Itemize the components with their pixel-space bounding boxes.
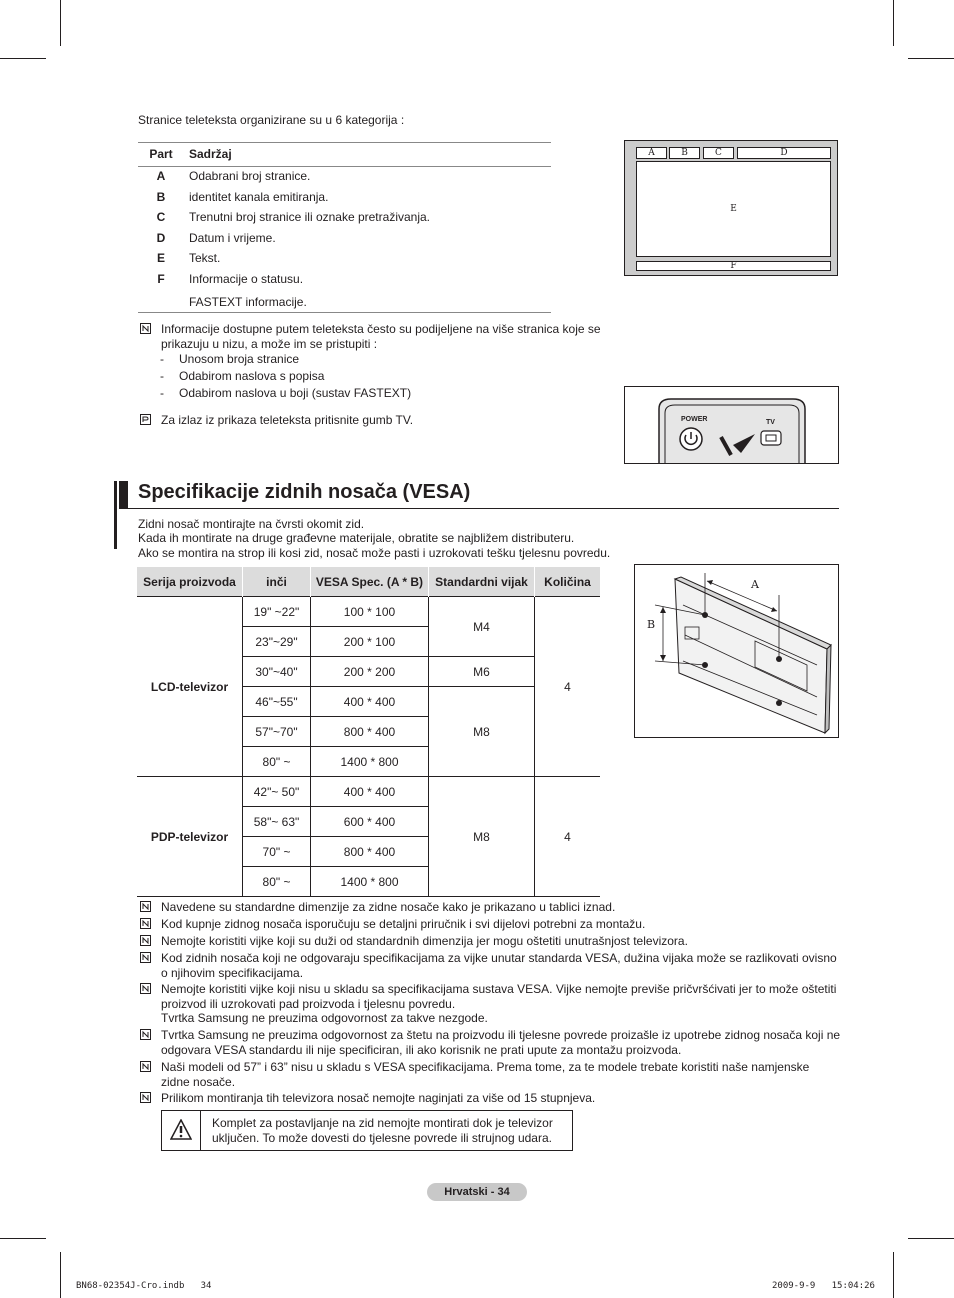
- teletext-diagram: [624, 140, 838, 276]
- part-text: FASTEXT informacije.: [189, 295, 307, 309]
- spec-cell: 800 * 400: [311, 717, 429, 747]
- inch-cell: 80" ~: [243, 747, 311, 777]
- note-text: Nemojte koristiti vijke koji nisu u skladu sa specifikacijama sustava VESA. Vijke nemojte previše pričvršćivati jer to može oštetiti proizvod ili uzrokovati pad proizvoda i tjelesnu povredu.: [161, 982, 837, 1011]
- note-text: Kod kupnje zidnog nosača isporučuju se detaljni priručnik i svi dijelovi potrebni za montažu.: [161, 917, 646, 931]
- screw-cell: M4: [429, 597, 535, 657]
- screw-cell: M8: [429, 777, 535, 897]
- tv-label: TV: [766, 419, 775, 426]
- crop-mark: [0, 1238, 46, 1239]
- crop-mark: [908, 1238, 954, 1239]
- section-bar: [119, 481, 128, 509]
- section-bar: [114, 481, 117, 549]
- part-label: F: [157, 272, 165, 286]
- table-rule: [138, 166, 551, 167]
- note-icon: [140, 952, 151, 963]
- inch-cell: 23"~29": [243, 627, 311, 657]
- list-item: Odabirom naslova u boji (sustav FASTEXT): [179, 386, 412, 400]
- footer-file: BN68-02354J-Cro.indb 34: [76, 1281, 212, 1291]
- part-text: Trenutni broj stranice ili oznake pretraživanja.: [189, 210, 431, 224]
- table-header-row: [137, 567, 600, 597]
- note-icon: [140, 918, 151, 929]
- teletext-box-d: D: [737, 147, 831, 159]
- inch-cell: 42"~ 50": [243, 777, 311, 807]
- note-text: Tvrtka Samsung ne preuzima odgovornost za štetu na proizvodu ili tjelesne povrede proizašle iz upotrebe zidnog nosača koji ne odgovara VESA standardu ili nije specificiran, ili ako korisnik ne prati upute za montažu proizvoda.: [161, 1028, 841, 1057]
- part-label: C: [156, 210, 166, 224]
- dimension-b-label: B: [647, 618, 656, 631]
- spec-cell: 200 * 100: [311, 627, 429, 657]
- note-text: Prilikom montiranja tih televizora nosač nemojte naginjati za više od 15 stupnjeva.: [161, 1091, 596, 1105]
- teletext-box-c: C: [703, 147, 734, 159]
- note-icon: [140, 323, 151, 334]
- qty-cell: 4: [535, 597, 601, 777]
- tv-back-illustration: [635, 565, 839, 738]
- warning-text: Komplet za postavljanje na zid nemojte montirati dok je televizor uključen. To može dovesti do tjelesne povrede ili strujnog udara.: [212, 1116, 553, 1145]
- note-icon: [140, 1061, 151, 1072]
- inch-cell: 80" ~: [243, 867, 311, 897]
- crop-mark: [908, 58, 954, 59]
- spec-cell: 400 * 400: [311, 777, 429, 807]
- crop-mark: [60, 0, 61, 46]
- warning-divider: [200, 1111, 201, 1150]
- note-icon: [140, 1092, 151, 1103]
- section-intro-line: Zidni nosač montirajte na čvrsti okomit zid.: [138, 517, 365, 531]
- inch-cell: 19" ~22": [243, 597, 311, 627]
- teletext-box-a: A: [636, 147, 667, 159]
- crop-mark: [893, 0, 894, 46]
- crop-mark: [893, 1252, 894, 1298]
- inch-cell: 70" ~: [243, 837, 311, 867]
- teletext-box-e: E: [636, 161, 831, 257]
- spec-cell: 100 * 100: [311, 597, 429, 627]
- table-row: [137, 597, 600, 627]
- note-icon: [140, 901, 151, 912]
- parts-header-content: Sadržaj: [189, 147, 232, 161]
- vesa-diagram: [634, 564, 839, 738]
- note-text: Kod zidnih nosača koji ne odgovaraju specifikacijama za vijke unutar standarda VESA, dužina vijaka može se razlikovati ovisno o njihovim specifikacijama.: [161, 951, 837, 980]
- spec-cell: 400 * 400: [311, 687, 429, 717]
- spec-cell: 600 * 400: [311, 807, 429, 837]
- qty-cell: 4: [535, 777, 601, 897]
- remote-illustration: [624, 386, 839, 464]
- col-header: Standardni vijak: [429, 567, 535, 597]
- note-icon: [140, 983, 151, 994]
- note-text: Nemojte koristiti vijke koji su duži od standardnih dimenzija jer mogu oštetiti unutrašnjost televizora.: [161, 934, 688, 948]
- crop-mark: [0, 58, 46, 59]
- section-rule: [128, 508, 839, 509]
- note-icon: [140, 935, 151, 946]
- remote-body-icon: [625, 387, 839, 464]
- section-intro-line: Ako se montira na strop ili kosi zid, nosač može pasti i uzrokovati tešku tjelesnu povredu.: [138, 546, 611, 560]
- series-cell: LCD-televizor: [137, 597, 243, 777]
- press-icon: [140, 414, 151, 425]
- note-icon: [140, 1029, 151, 1040]
- part-text: Tekst.: [189, 251, 221, 265]
- spec-cell: 1400 * 800: [311, 747, 429, 777]
- inch-cell: 46"~55": [243, 687, 311, 717]
- inch-cell: 58"~ 63": [243, 807, 311, 837]
- vesa-table: [137, 567, 600, 897]
- part-label: B: [156, 190, 166, 204]
- section-title: Specifikacije zidnih nosača (VESA): [138, 481, 471, 503]
- teletext-intro: Stranice teleteksta organizirane su u 6 kategorija :: [138, 113, 405, 127]
- spec-cell: 200 * 200: [311, 657, 429, 687]
- part-text: Datum i vrijeme.: [189, 231, 276, 245]
- note-exit-teletext: Za izlaz iz prikaza teleteksta pritisnite gumb TV.: [161, 413, 414, 427]
- inch-cell: 57"~70": [243, 717, 311, 747]
- crop-mark: [60, 1252, 61, 1298]
- col-header: inči: [243, 567, 311, 597]
- part-text: identitet kanala emitiranja.: [189, 190, 329, 204]
- bullet-dash: -: [160, 352, 164, 366]
- power-label: POWER: [681, 416, 708, 423]
- screw-cell: M8: [429, 687, 535, 777]
- teletext-box-b: B: [669, 147, 700, 159]
- dimension-a-label: A: [751, 578, 759, 591]
- inch-cell: 30"~40": [243, 657, 311, 687]
- table-row: [137, 777, 600, 807]
- spec-cell: 1400 * 800: [311, 867, 429, 897]
- list-item: Odabirom naslova s popisa: [179, 369, 325, 383]
- note-text: Naši modeli od 57” i 63” nisu u skladu s VESA specifikacijama. Prema tome, za te modele trebate koristiti naše namjenske zidne nosače.: [161, 1060, 810, 1089]
- note-text: Navedene su standardne dimenzije za zidne nosače kako je prikazano u tablici iznad.: [161, 900, 616, 914]
- part-label: D: [156, 231, 166, 245]
- part-text: Informacije o statusu.: [189, 272, 304, 286]
- part-text: Odabrani broj stranice.: [189, 169, 311, 183]
- warning-box: [161, 1110, 573, 1151]
- spec-cell: 800 * 400: [311, 837, 429, 867]
- bullet-dash: -: [160, 369, 164, 383]
- bullet-dash: -: [160, 386, 164, 400]
- part-label: A: [156, 169, 166, 183]
- part-label: E: [156, 251, 165, 265]
- page-number-badge: Hrvatski - 34: [427, 1183, 527, 1201]
- note-teletext-pages: Informacije dostupne putem teleteksta često su podijeljene na više stranica koje se prikazuju u nizu, a može im se pristupiti :: [161, 322, 601, 351]
- col-header: Količina: [535, 567, 601, 597]
- section-intro-line: Kada ih montirate na druge građevne materijale, obratite se najbližem distributeru.: [138, 531, 575, 545]
- warning-icon: [170, 1119, 192, 1141]
- table-rule: [138, 312, 551, 313]
- series-cell: PDP-televizor: [137, 777, 243, 897]
- col-header: VESA Spec. (A * B): [311, 567, 429, 597]
- col-header: Serija proizvoda: [137, 567, 243, 597]
- table-rule: [138, 142, 551, 143]
- screw-cell: M6: [429, 657, 535, 687]
- note-text: Tvrtka Samsung ne preuzima odgovornost za takve nezgode.: [161, 1011, 488, 1025]
- list-item: Unosom broja stranice: [179, 352, 300, 366]
- parts-header-part: Part: [149, 147, 173, 161]
- footer-date: 2009-9-9 15:04:26: [772, 1281, 875, 1291]
- teletext-box-f: F: [636, 261, 831, 271]
